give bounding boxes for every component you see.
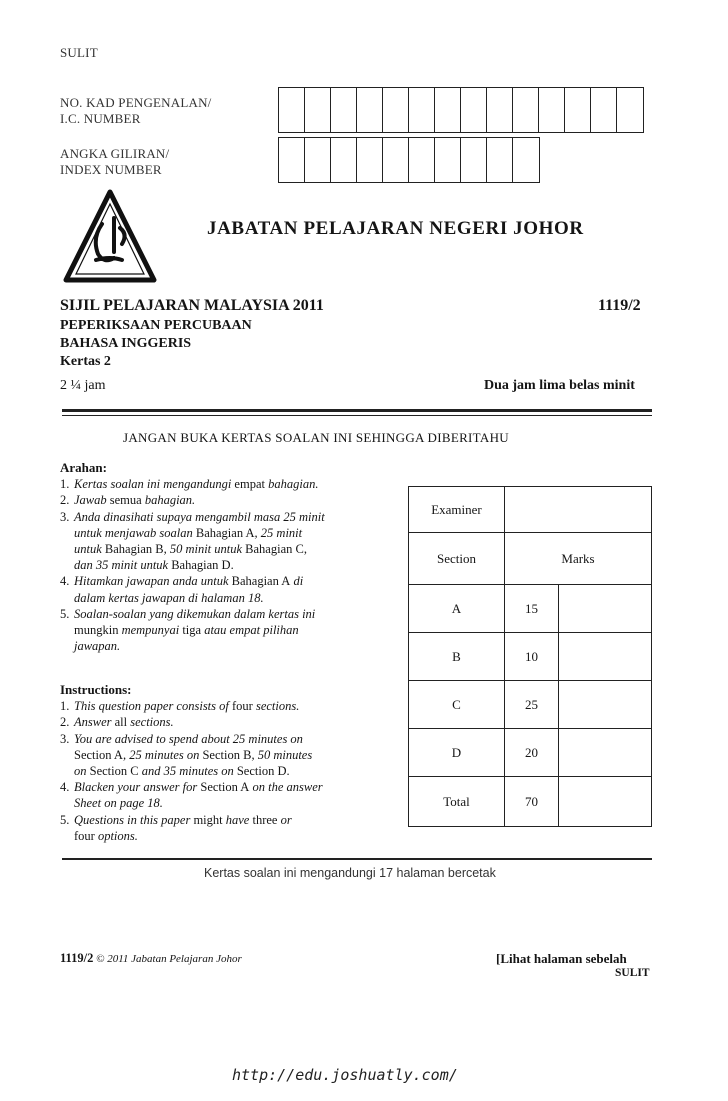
johor-crest-logo bbox=[62, 188, 158, 286]
table-row bbox=[409, 681, 652, 729]
table-row bbox=[409, 487, 652, 533]
score-cell[interactable] bbox=[559, 681, 652, 729]
department-name: JABATAN PELAJARAN NEGERI JOHOR bbox=[207, 218, 584, 239]
instruction-item-4: 4. Blacken your answer for Section A on the answer bbox=[60, 780, 323, 795]
max-marks-cell: 15 bbox=[505, 585, 559, 633]
marks-table bbox=[408, 486, 652, 827]
instruction-item-3: 3. You are advised to spend about 25 minutes on bbox=[60, 731, 303, 746]
score-cell[interactable] bbox=[559, 585, 652, 633]
index-label-2: INDEX NUMBER bbox=[60, 162, 162, 177]
instruction-item-5: 5. Questions in this paper might have three or bbox=[60, 812, 292, 827]
section-cell: D bbox=[409, 729, 505, 777]
duration: 2 ¼ jam bbox=[60, 378, 106, 393]
index-label-1: ANGKA GILIRAN/ bbox=[60, 146, 170, 161]
footer-code: 1119/2 bbox=[60, 951, 94, 965]
arahan-item-5: 5. Soalan-soalan yang dikemukan dalam kertas ini bbox=[60, 606, 316, 621]
section-cell: B bbox=[409, 633, 505, 681]
section-cell: A bbox=[409, 585, 505, 633]
instruction-item-1: 1. This question paper consists of four sections. bbox=[60, 699, 300, 714]
source-url-link[interactable]: http://edu.joshuatly.com/ bbox=[232, 1066, 458, 1084]
arahan-item-4: 4. Hitamkan jawapan anda untuk Bahagian A di bbox=[60, 574, 304, 589]
divider-top-thin bbox=[62, 415, 652, 416]
arahan-section: Arahan: 1. Kertas soalan ini mengandungi empat bahagian. 2. Jawab semua bahagian. 3. Anda dinasihati supaya mengambil masa 25 minit untuk menjawab soalan Bahagian A, 25 minit untuk Bahagian B, 50 minit untuk Bahagian C, dan 35 minit untuk Bahagian D. 4. Hitamkan jawapan anda untuk Bahagian A di dalam kertas jawapan di halaman 18. 5. Soalan-soalan yang dikemukan dalam kertas ini mungkin mempunyai tiga atau empat pilihan jawapan. bbox=[60, 460, 400, 654]
arahan-item-2: 2. Jawab semua bahagian. bbox=[60, 493, 196, 508]
section-cell: C bbox=[409, 681, 505, 729]
footer-copyright: © 2011 Jabatan Pelajaran Johor bbox=[93, 953, 242, 965]
section-header: Section bbox=[409, 533, 505, 585]
paper-code: 1119/2 bbox=[598, 297, 641, 314]
divider-bottom bbox=[62, 858, 652, 860]
footer-code-line bbox=[60, 951, 242, 966]
table-row bbox=[409, 729, 652, 777]
table-row bbox=[409, 585, 652, 633]
examiner-label: Examiner bbox=[409, 487, 505, 533]
marks-header: Marks bbox=[505, 533, 652, 585]
max-marks-cell: 25 bbox=[505, 681, 559, 729]
arahan-heading: Arahan: bbox=[60, 460, 107, 475]
total-label: Total bbox=[409, 777, 505, 827]
instruction-item-2: 2. Answer all sections. bbox=[60, 715, 174, 730]
exam-subtitle: PEPERIKSAAN PERCUBAAN bbox=[60, 318, 252, 333]
paper-number: Kertas 2 bbox=[60, 354, 111, 369]
instructions-section: Instructions: 1. This question paper consists of four sections. 2. Answer all sections. 3. You are advised to spend about 25 minutes on Section A, 25 minutes on Section B, 50 minutes on Section C and 35 minutes on Section D. 4. Blacken your answer for Section A on the answer Sheet on page 18. 5. Questions in this paper might have three or four options. bbox=[60, 682, 400, 844]
total-marks-cell: 70 bbox=[505, 777, 559, 827]
table-row bbox=[409, 533, 652, 585]
score-cell[interactable] bbox=[559, 729, 652, 777]
ic-label-2: I.C. NUMBER bbox=[60, 111, 141, 126]
classification-bottom: SULIT bbox=[615, 967, 650, 979]
arahan-item-1: 1. Kertas soalan ini mengandungi empat bahagian. bbox=[60, 477, 319, 492]
next-page-text: [Lihat halaman sebelah bbox=[496, 951, 627, 966]
divider-top bbox=[62, 409, 652, 412]
duration-text: Dua jam lima belas minit bbox=[484, 378, 635, 393]
ic-number-boxes[interactable] bbox=[278, 87, 644, 133]
page-count-text: Kertas soalan ini mengandungi 17 halaman bercetak bbox=[204, 866, 496, 880]
index-number-boxes[interactable] bbox=[278, 137, 540, 183]
arahan-item-3: 3. Anda dinasihati supaya mengambil masa 25 minit bbox=[60, 509, 325, 524]
examiner-field[interactable] bbox=[505, 487, 652, 533]
max-marks-cell: 20 bbox=[505, 729, 559, 777]
warning-text: JANGAN BUKA KERTAS SOALAN INI SEHINGGA DIBERITAHU bbox=[123, 430, 509, 445]
max-marks-cell: 10 bbox=[505, 633, 559, 681]
total-score-cell[interactable] bbox=[559, 777, 652, 827]
table-row bbox=[409, 777, 652, 827]
table-row bbox=[409, 633, 652, 681]
instructions-heading: Instructions: bbox=[60, 682, 132, 697]
ic-label-1: NO. KAD PENGENALAN/ bbox=[60, 95, 212, 110]
classification-top: SULIT bbox=[60, 45, 98, 60]
subject-name: BAHASA INGGERIS bbox=[60, 336, 192, 351]
exam-title: SIJIL PELAJARAN MALAYSIA 2011 bbox=[60, 297, 324, 314]
score-cell[interactable] bbox=[559, 633, 652, 681]
